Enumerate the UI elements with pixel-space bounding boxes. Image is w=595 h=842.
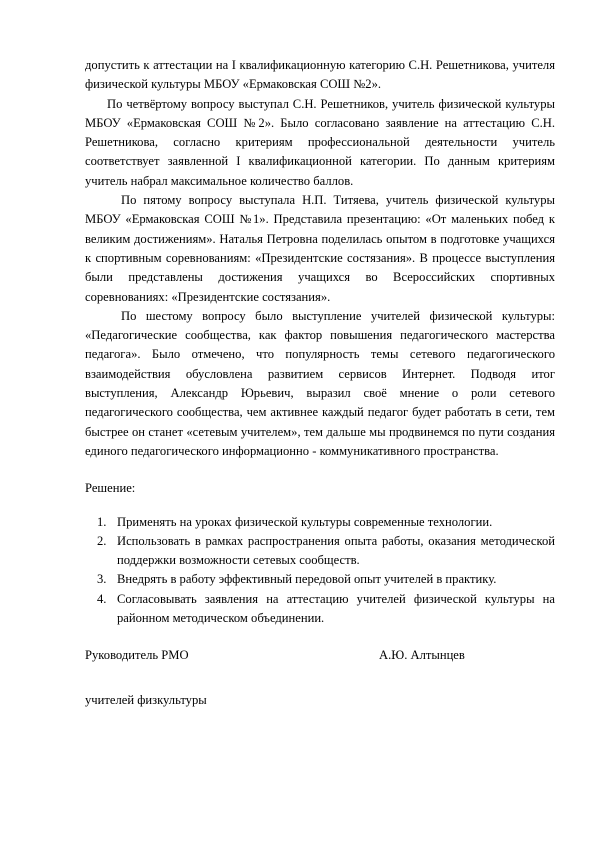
decision-item	[85, 570, 555, 589]
decision-item-text: Использовать в рамках распространения опыта работы, оказания методической поддержки возможности сетевых сообществ.	[117, 533, 555, 568]
decision-item	[85, 532, 555, 571]
decision-item-number: 4.	[97, 591, 107, 606]
decision-list	[85, 513, 555, 629]
signature-role-continuation: учителей физкультуры	[85, 693, 207, 708]
paragraph-question-4: По четвёртому вопросу выступал С.Н. Решетников, учитель физической культуры МБОУ «Ермаковская СОШ №2». Было согласовано заявление на аттестацию С.Н. Решетникова, согласно критериям профессиональной деятельности учитель соответствует заявленной I квалификационной категории. По данным критериям учитель набрал максимальное количество баллов.	[85, 96, 555, 188]
decision-item	[85, 513, 555, 532]
signature-block	[85, 646, 555, 665]
decision-item	[85, 590, 555, 629]
intro-paragraph: допустить к аттестации на I квалификационную категорию С.Н. Решетникова, учителя физической культуры МБОУ «Ермаковская СОШ №2».	[85, 58, 555, 92]
decision-item-number: 3.	[97, 572, 107, 587]
decision-item-text: Применять на уроках физической культуры современные технологии.	[117, 514, 493, 529]
document-page	[85, 56, 555, 723]
signature-name: А.Ю. Алтынцев	[379, 648, 465, 663]
decision-item-text: Согласовывать заявления на аттестацию учителей физической культуры на районном методическом объединении.	[117, 591, 555, 626]
signature-role: Руководитель РМО	[85, 648, 189, 663]
decision-item-text: Внедрять в работу эффективный передовой опыт учителей в практику.	[117, 572, 497, 587]
decision-item-number: 2.	[97, 533, 107, 548]
paragraph-question-5: По пятому вопросу выступала Н.П. Титяева, учитель физической культуры МБОУ «Ермаковская СОШ №1». Представила презентацию: «От маленьких побед к великим достижениям». Наталья Петровна поделилась опытом в подготовке учащихся к спортивным соревнованиям: «Президентские состязания». В процессе выступления были представлены достижения учащихся во Всероссийских спортивных соревнованиях: «Президентские состязания».	[85, 193, 555, 304]
decision-heading: Решение:	[85, 481, 136, 496]
paragraph-question-6: По шестому вопросу было выступление учителей физической культуры: «Педагогические сообщества, как фактор повышения педагогического мастерства педагога». Было отмечено, что популярность темы сетевого педагогического взаимодействия обусловлена развитием сервисов Интернет. Подводя итог выступления, Александр Юрьевич, выразил своё мнение о роли сетевого педагогического сообщества, чем активнее каждый педагог будет работать в сети, тем быстрее он станет «сетевым учителем», тем дальше мы продвинемся по пути создания единого педагогического информационно - коммуникативного пространства.	[85, 308, 555, 458]
decision-item-number: 1.	[97, 514, 107, 529]
